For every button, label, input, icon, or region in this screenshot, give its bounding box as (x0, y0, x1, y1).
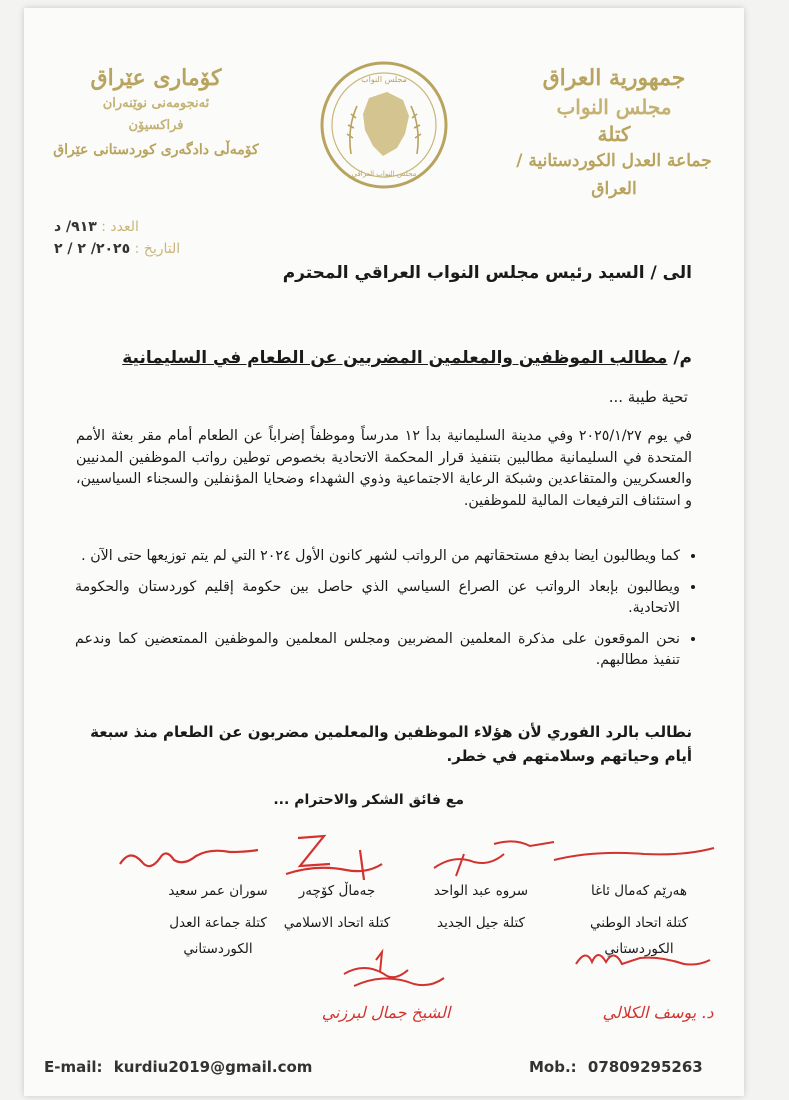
signatory-3 (416, 878, 546, 936)
signatory-name: سوران عمر سعيد (168, 883, 268, 899)
closing-line: مع فائق الشكر والاحترام ... (273, 792, 464, 808)
signature-srwa (434, 841, 554, 876)
letterhead-left-line4: کۆمەڵی دادگەری کوردستانی عێراق (53, 142, 259, 158)
reference-number-value: ٩١٣/ د (54, 219, 97, 235)
reference-number-label: العدد : (101, 219, 139, 235)
signatory-1 (148, 878, 288, 962)
letterhead-right-line2: مجلس النواب (556, 95, 672, 119)
signatory-name: هەرێم کەمال ئاغا (590, 883, 688, 899)
signature-bottom-left (344, 952, 444, 986)
list-item: • نحن الموقعون على مذكرة المعلمين المضربين ومجلس المعلمين والموظفين الممتعضين كما وندعم تنفيذ مطالبهم. (75, 629, 680, 672)
emblem-bottom-text: مجلس النواب العراقي (351, 170, 417, 178)
greeting: تحية طيبة ... (608, 388, 688, 406)
handwritten-left: الشيخ جمال لبرزني (321, 1003, 451, 1022)
footer-mobile (529, 1058, 703, 1076)
signatory-name: جەماڵ کۆچەر (298, 883, 376, 899)
subject-text: مطالب الموظفين والمعلمين المضربين عن الطعام في السليمانية (122, 348, 668, 368)
signatory-bloc: كتلة جماعة العدل الكوردستاني (169, 915, 267, 957)
mobile-label: Mob.: (529, 1058, 577, 1076)
letterhead-left-line2: ئەنجومەنی نوێنەران (102, 96, 210, 111)
addressee: الى / السيد رئيس مجلس النواب العراقي المحترم (282, 263, 692, 283)
subject-prefix: م/ (673, 348, 692, 368)
letter-body: في يوم ٢٠٢٥/١/٢٧ وفي مدينة السليمانية بدأ ١٢ مدرساً وموظفاً إضراباً عن الطعام أمام مقر بعثة الأمم المتحدة في السليمانية مطالبين بتنفيذ قرار المحكمة الاتحادية بخصوص توطين رواتب الموظفين المدنيين والعسكريين والمتقاعدين وشبكة الرعاية الاجتماعية وذوي الشهداء وضحايا المؤنفلين والسجناء السياسيين، و استئناف الترفيعات المالية للموظفين. (76, 428, 692, 509)
signatory-name: سروه عبد الواحد (433, 883, 529, 899)
letterhead-right-line3: كتلة (597, 122, 631, 146)
emblem-top-text: مجلس النواب (361, 75, 407, 84)
signatory-4 (564, 878, 714, 962)
signature-jamal (286, 836, 382, 880)
signature-soran (120, 850, 258, 866)
signatory-bloc: كتلة اتحاد الوطني الكوردستاني (589, 915, 689, 957)
letterhead-right-line4: جماعة العدل الكوردستانية / العراق (516, 151, 712, 199)
signatory-bloc: كتلة اتحاد الاسلامي (283, 915, 391, 931)
letterhead-left-line3: فراکسیۆن (128, 118, 184, 133)
reference-date-label: التاريخ : (134, 241, 181, 257)
email-label: E-mail: (44, 1058, 103, 1076)
handwritten-right: د. يوسف الكلالي (602, 1003, 714, 1022)
signature-herem (554, 848, 714, 860)
signatory-bloc: كتلة جيل الجديد (437, 915, 525, 931)
letterhead-left-line1: کۆماری عێراق (90, 65, 222, 91)
signatory-2 (272, 878, 402, 936)
email-value: kurdiu2019@gmail.com (113, 1058, 313, 1076)
list-item: • كما ويطالبون ايضا بدفع مستحقاتهم من الرواتب لشهر كانون الأول ٢٠٢٤ التي لم يتم توزيعها حتى الآن . (75, 546, 680, 568)
urgent-demand: نطالب بالرد الفوري لأن هؤلاء الموظفين والمعلمين مضربون عن الطعام منذ سبعة أيام وحياتهم وسلامتهم في خطر. (90, 723, 692, 765)
letter-page (24, 8, 744, 1096)
reference-date-value: ٢٠٢٥/ ٢ / ٢ (54, 241, 131, 257)
letterhead-right-line1: جمهورية العراق (542, 65, 686, 91)
mobile-value: 07809295263 (587, 1058, 703, 1076)
list-item: • ويطالبون بإبعاد الرواتب عن الصراع السياسي الذي حاصل بين حكومة إقليم كوردستان والحكومة الاتحادية. (75, 577, 680, 620)
footer-email (44, 1058, 312, 1076)
